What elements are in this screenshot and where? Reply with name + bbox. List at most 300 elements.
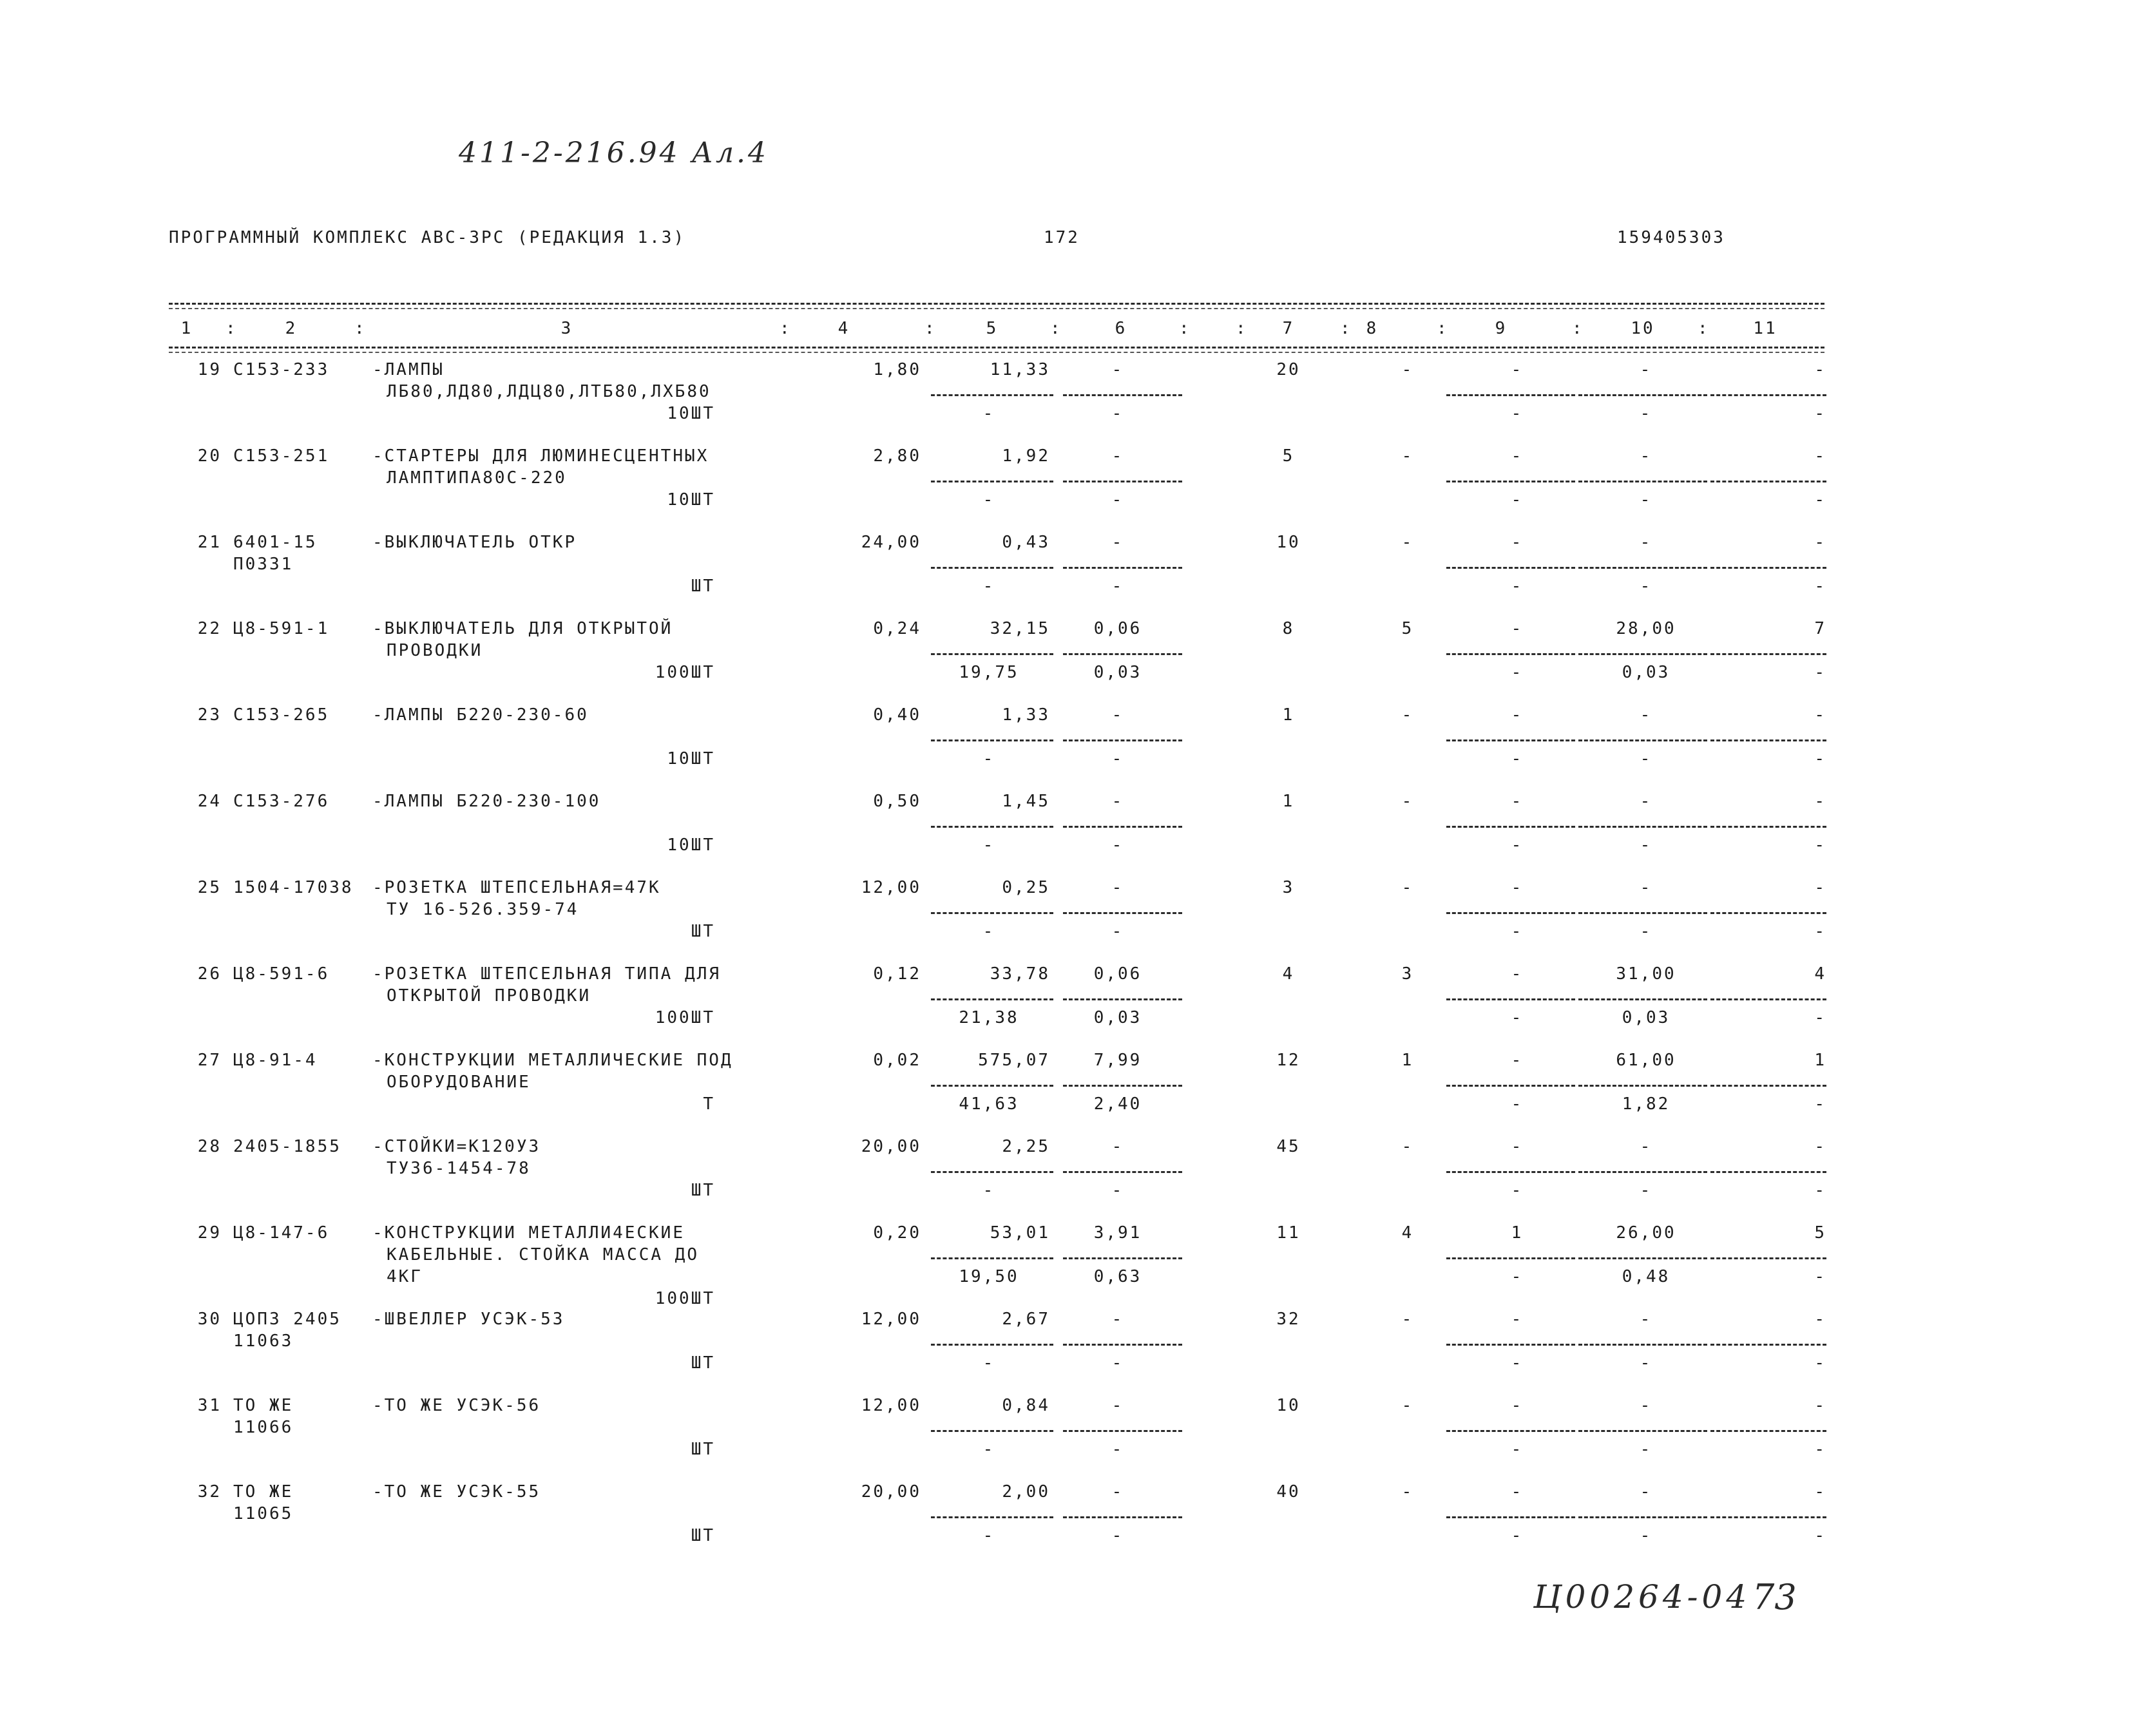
fraction-rule <box>1578 481 1707 482</box>
fraction-rule <box>1710 1430 1826 1432</box>
document-reference: 411-2-216.94 Ал.4 <box>459 137 769 169</box>
col5-value-lower: 19,50 <box>959 1267 1019 1286</box>
resource-code: Ц8-591-1 <box>233 619 330 638</box>
col5-value-lower: - <box>982 577 995 596</box>
col7-value: 45 <box>1276 1137 1301 1156</box>
column-number-8: 8 <box>1366 319 1379 338</box>
column-number-3: 3 <box>560 319 573 338</box>
fraction-rule <box>1710 739 1826 741</box>
column-separator: : <box>1572 319 1584 338</box>
col11-value-lower: - <box>1814 749 1826 768</box>
table-row <box>0 359 2135 443</box>
col11-value: - <box>1814 1482 1826 1502</box>
resource-name-line-2: ОБОРУДОВАНИЕ <box>387 1073 531 1092</box>
col11-value: - <box>1814 1137 1826 1156</box>
fraction-rule <box>931 394 1053 396</box>
col4-value: 0,40 <box>873 705 921 725</box>
col10-value: - <box>1640 1310 1652 1329</box>
col6-value: - <box>1111 705 1124 725</box>
fraction-rule <box>1578 1257 1707 1259</box>
col10-value: - <box>1640 878 1652 897</box>
fraction-rule <box>1063 1344 1182 1346</box>
col10-value-lower: 1,82 <box>1622 1094 1671 1114</box>
column-number-5: 5 <box>986 319 999 338</box>
fraction-rule <box>1063 1257 1182 1259</box>
fraction-rule <box>1710 1257 1826 1259</box>
col9-value: - <box>1511 705 1524 725</box>
row-number: 21 <box>197 533 222 552</box>
fraction-rule <box>931 1344 1053 1346</box>
col8-value: - <box>1401 446 1414 466</box>
col5-value: 32,15 <box>990 619 1050 638</box>
col10-value: - <box>1640 705 1652 725</box>
resource-code: С153-276 <box>233 792 330 811</box>
fraction-rule <box>1578 912 1707 914</box>
col9-value-lower: - <box>1511 1353 1524 1373</box>
col7-value: 3 <box>1282 878 1295 897</box>
fraction-rule <box>931 739 1053 741</box>
col8-value: - <box>1401 878 1414 897</box>
col6-value: - <box>1111 792 1124 811</box>
col7-value: 1 <box>1282 792 1295 811</box>
col6-value-lower: - <box>1111 1526 1124 1545</box>
col9-value-lower: - <box>1511 1267 1524 1286</box>
unit: 10ШТ <box>667 490 715 510</box>
col7-value: 10 <box>1276 533 1301 552</box>
resource-name: -ШВЕЛЛЕР УСЭК-53 <box>372 1310 565 1329</box>
fraction-rule <box>931 1516 1053 1518</box>
col10-value-lower: - <box>1640 1181 1652 1200</box>
col10-value: - <box>1640 533 1652 552</box>
fraction-rule <box>1446 1344 1575 1346</box>
col9-value: - <box>1511 1310 1524 1329</box>
col5-value-lower: - <box>982 749 995 768</box>
col11-value: - <box>1814 705 1826 725</box>
col6-value: - <box>1111 1137 1124 1156</box>
col5-value: 11,33 <box>990 360 1050 379</box>
col4-value: 24,00 <box>861 533 921 552</box>
column-separator: : <box>1340 319 1352 338</box>
resource-name: -ТО ЖЕ УСЭК-56 <box>372 1396 541 1415</box>
col8-value: - <box>1401 705 1414 725</box>
fraction-rule <box>1578 826 1707 828</box>
col11-value: 5 <box>1814 1223 1826 1243</box>
fraction-rule <box>1063 998 1182 1000</box>
fraction-rule <box>1578 998 1707 1000</box>
fraction-rule <box>931 1430 1053 1432</box>
col6-value-lower: 0,63 <box>1093 1267 1142 1286</box>
fraction-rule <box>1446 912 1575 914</box>
col11-value-lower: - <box>1814 1181 1826 1200</box>
fraction-rule <box>1710 1344 1826 1346</box>
col4-value: 0,24 <box>873 619 921 638</box>
col4-value: 20,00 <box>861 1137 921 1156</box>
col6-value: - <box>1111 446 1124 466</box>
col9-value: 1 <box>1511 1223 1524 1243</box>
fraction-rule <box>1063 826 1182 828</box>
row-number: 29 <box>197 1223 222 1243</box>
col11-value: 4 <box>1814 964 1826 984</box>
col11-value-lower: - <box>1814 1094 1826 1114</box>
col7-value: 1 <box>1282 705 1295 725</box>
fraction-rule <box>1063 912 1182 914</box>
fraction-rule <box>1446 1171 1575 1173</box>
resource-name: -КОНСТРУКЦИИ МЕТАЛЛИ4ЕСКИЕ <box>372 1223 685 1243</box>
col9-value-lower: - <box>1511 749 1524 768</box>
table-row <box>0 445 2135 529</box>
col9-value-lower: - <box>1511 577 1524 596</box>
col7-value: 40 <box>1276 1482 1301 1502</box>
col10-value: - <box>1640 1137 1652 1156</box>
resource-code: Ц8-147-6 <box>233 1223 330 1243</box>
col4-value: 12,00 <box>861 1310 921 1329</box>
col6-value-lower: - <box>1111 749 1124 768</box>
column-number-9: 9 <box>1495 319 1508 338</box>
col6-value: 0,06 <box>1093 964 1142 984</box>
header-bottom-rule <box>169 347 1824 348</box>
col11-value: - <box>1814 1310 1826 1329</box>
fraction-rule <box>1063 1171 1182 1173</box>
fraction-rule <box>931 1085 1053 1087</box>
fraction-rule <box>1710 826 1826 828</box>
unit: 100ШТ <box>655 663 715 682</box>
resource-name: -РОЗЕТКА ШТЕПСЕЛЬНАЯ ТИПА ДЛЯ <box>372 964 721 984</box>
fraction-rule <box>1710 567 1826 569</box>
col10-value-lower: - <box>1640 922 1652 941</box>
resource-name: -РОЗЕТКА ШТЕПСЕЛЬНАЯ=47К <box>372 878 661 897</box>
fraction-rule <box>1710 1085 1826 1087</box>
column-separator: : <box>924 319 937 338</box>
resource-name: -ТО ЖЕ УСЭК-55 <box>372 1482 541 1502</box>
row-number: 22 <box>197 619 222 638</box>
fraction-rule <box>1446 481 1575 482</box>
resource-name: -СТОЙКИ=К120У3 <box>372 1137 541 1156</box>
col11-value: - <box>1814 446 1826 466</box>
resource-name-line-3: 4КГ <box>387 1267 423 1286</box>
column-separator: : <box>354 319 367 338</box>
col9-value-lower: - <box>1511 663 1524 682</box>
resource-code: С153-251 <box>233 446 330 466</box>
col6-value: - <box>1111 360 1124 379</box>
column-separator: : <box>1050 319 1062 338</box>
column-number-10: 10 <box>1631 319 1655 338</box>
col11-value: - <box>1814 1396 1826 1415</box>
unit: ШТ <box>691 922 715 941</box>
column-number-7: 7 <box>1282 319 1295 338</box>
resource-code: Ц8-591-6 <box>233 964 330 984</box>
row-number: 26 <box>197 964 222 984</box>
col6-value-lower: - <box>1111 922 1124 941</box>
resource-code-line-2: 11063 <box>233 1331 294 1351</box>
col8-value: - <box>1401 792 1414 811</box>
col10-value: - <box>1640 1482 1652 1502</box>
table-row <box>0 963 2135 1047</box>
resource-code: ЦОП3 2405 <box>233 1310 341 1329</box>
col7-value: 8 <box>1282 619 1295 638</box>
col8-value: - <box>1401 1482 1414 1502</box>
col5-value: 0,25 <box>1002 878 1050 897</box>
col10-value-lower: - <box>1640 835 1652 855</box>
resource-name: -СТАРТЕРЫ ДЛЯ ЛЮМИНЕСЦЕНТНЫХ <box>372 446 709 466</box>
fraction-rule <box>1578 567 1707 569</box>
table-row <box>0 704 2135 788</box>
col8-value: 3 <box>1401 964 1414 984</box>
col4-value: 20,00 <box>861 1482 921 1502</box>
row-number: 30 <box>197 1310 222 1329</box>
fraction-rule <box>1710 481 1826 482</box>
col6-value: - <box>1111 1396 1124 1415</box>
resource-code: С153-265 <box>233 705 330 725</box>
column-number-11: 11 <box>1753 319 1777 338</box>
column-number-6: 6 <box>1115 319 1127 338</box>
col11-value-lower: - <box>1814 835 1826 855</box>
col4-value: 0,50 <box>873 792 921 811</box>
col7-value: 11 <box>1276 1223 1301 1243</box>
row-number: 27 <box>197 1051 222 1070</box>
column-separator: : <box>1437 319 1449 338</box>
table-row <box>0 1136 2135 1219</box>
col10-value: 61,00 <box>1616 1051 1676 1070</box>
resource-code-line-2: 11065 <box>233 1504 294 1523</box>
column-separator: : <box>780 319 792 338</box>
col6-value-lower: - <box>1111 404 1124 423</box>
col5-value-lower: - <box>982 404 995 423</box>
col9-value-lower: - <box>1511 1094 1524 1114</box>
fraction-rule <box>1446 826 1575 828</box>
column-separator: : <box>1179 319 1191 338</box>
col11-value-lower: - <box>1814 1353 1826 1373</box>
fraction-rule <box>1063 567 1182 569</box>
fraction-rule <box>1446 1257 1575 1259</box>
fraction-rule <box>1578 394 1707 396</box>
col10-value: 31,00 <box>1616 964 1676 984</box>
col7-value: 32 <box>1276 1310 1301 1329</box>
col9-value: - <box>1511 1137 1524 1156</box>
table-row <box>0 1222 2135 1306</box>
col9-value-lower: - <box>1511 404 1524 423</box>
col4-value: 12,00 <box>861 878 921 897</box>
col5-value-lower: 21,38 <box>959 1008 1019 1027</box>
col11-value: - <box>1814 792 1826 811</box>
col6-value: - <box>1111 1482 1124 1502</box>
col6-value: - <box>1111 878 1124 897</box>
resource-name: -ВЫКЛЮЧАТЕЛЬ ДЛЯ ОТКРЫТОЙ <box>372 619 673 638</box>
col11-value-lower: - <box>1814 1267 1826 1286</box>
column-separator: : <box>225 319 238 338</box>
col11-value: - <box>1814 360 1826 379</box>
resource-code: Ц8-91-4 <box>233 1051 318 1070</box>
fraction-rule <box>931 912 1053 914</box>
fraction-rule <box>1578 653 1707 655</box>
col7-value: 12 <box>1276 1051 1301 1070</box>
col4-value: 0,12 <box>873 964 921 984</box>
fraction-rule <box>1063 1085 1182 1087</box>
col4-value: 12,00 <box>861 1396 921 1415</box>
col11-value-lower: - <box>1814 922 1826 941</box>
col11-value-lower: - <box>1814 663 1826 682</box>
col6-value: 3,91 <box>1093 1223 1142 1243</box>
col9-value: - <box>1511 360 1524 379</box>
col9-value-lower: - <box>1511 922 1524 941</box>
col9-value: - <box>1511 533 1524 552</box>
col10-value-lower: - <box>1640 1440 1652 1459</box>
fraction-rule <box>1578 1085 1707 1087</box>
unit: 10ШТ <box>667 404 715 423</box>
table-row <box>0 1395 2135 1478</box>
col4-value: 0,02 <box>873 1051 921 1070</box>
col7-value: 20 <box>1276 360 1301 379</box>
fraction-rule <box>931 653 1053 655</box>
col9-value: - <box>1511 619 1524 638</box>
col9-value-lower: - <box>1511 1008 1524 1027</box>
fraction-rule <box>1578 1344 1707 1346</box>
col5-value-lower: - <box>982 1440 995 1459</box>
fraction-rule <box>1063 394 1182 396</box>
col5-value: 1,33 <box>1002 705 1050 725</box>
col9-value-lower: - <box>1511 490 1524 510</box>
unit: 10ШТ <box>667 835 715 855</box>
col11-value: 7 <box>1814 619 1826 638</box>
unit: 100ШТ <box>655 1008 715 1027</box>
col10-value-lower: - <box>1640 577 1652 596</box>
col6-value-lower: - <box>1111 1353 1124 1373</box>
col5-value: 33,78 <box>990 964 1050 984</box>
fraction-rule <box>931 998 1053 1000</box>
fraction-rule <box>1578 739 1707 741</box>
col5-value-lower: - <box>982 490 995 510</box>
col10-value: - <box>1640 446 1652 466</box>
col6-value-lower: 0,03 <box>1093 663 1142 682</box>
col5-value-lower: - <box>982 1526 995 1545</box>
fraction-rule <box>1446 1430 1575 1432</box>
col10-value: - <box>1640 360 1652 379</box>
col5-value: 0,43 <box>1002 533 1050 552</box>
row-number: 23 <box>197 705 222 725</box>
col10-value: - <box>1640 1396 1652 1415</box>
unit: ШТ <box>691 1181 715 1200</box>
table-row <box>0 531 2135 615</box>
document-code: 159405303 <box>1617 228 1725 247</box>
col9-value: - <box>1511 878 1524 897</box>
table-row <box>0 1308 2135 1392</box>
col5-value-lower: - <box>982 1181 995 1200</box>
resource-name: -ЛАМПЫ Б220-230-60 <box>372 705 589 725</box>
col10-value: 28,00 <box>1616 619 1676 638</box>
col5-value-lower: - <box>982 1353 995 1373</box>
resource-code: ТО ЖЕ <box>233 1482 294 1502</box>
column-number-4: 4 <box>838 319 850 338</box>
col6-value: - <box>1111 1310 1124 1329</box>
fraction-rule <box>1710 1516 1826 1518</box>
col6-value: - <box>1111 533 1124 552</box>
resource-name-line-2: КАБЕЛЬНЫЕ. СТОЙКА МАССА ДО <box>387 1245 699 1264</box>
resource-name: -ВЫКЛЮЧАТЕЛЬ ОТКР <box>372 533 577 552</box>
resource-name-line-2: ТУ 16-526.359-74 <box>387 900 579 919</box>
page-number: 172 <box>1044 228 1080 247</box>
table-row <box>0 618 2135 701</box>
table-row <box>0 790 2135 874</box>
col11-value-lower: - <box>1814 1008 1826 1027</box>
col10-value-lower: - <box>1640 490 1652 510</box>
col9-value-lower: - <box>1511 1440 1524 1459</box>
fraction-rule <box>1578 1171 1707 1173</box>
col10-value-lower: 0,03 <box>1622 1008 1671 1027</box>
row-number: 28 <box>197 1137 222 1156</box>
fraction-rule <box>931 826 1053 828</box>
fraction-rule <box>1446 567 1575 569</box>
fraction-rule <box>1446 653 1575 655</box>
col9-value: - <box>1511 1051 1524 1070</box>
col7-value: 5 <box>1282 446 1295 466</box>
col9-value: - <box>1511 792 1524 811</box>
col5-value: 2,67 <box>1002 1310 1050 1329</box>
col9-value: - <box>1511 1396 1524 1415</box>
fraction-rule <box>1446 1516 1575 1518</box>
col10-value-lower: - <box>1640 1353 1652 1373</box>
column-number-2: 2 <box>285 319 298 338</box>
fraction-rule <box>1063 1430 1182 1432</box>
table-row <box>0 1049 2135 1133</box>
col8-value: - <box>1401 1137 1414 1156</box>
resource-code: 6401-15 <box>233 533 318 552</box>
col6-value-lower: - <box>1111 577 1124 596</box>
unit: 10ШТ <box>667 749 715 768</box>
col10-value-lower: - <box>1640 749 1652 768</box>
col5-value: 575,07 <box>978 1051 1050 1070</box>
col11-value-lower: - <box>1814 490 1826 510</box>
col8-value: - <box>1401 1396 1414 1415</box>
col5-value-lower: - <box>982 835 995 855</box>
row-number: 31 <box>197 1396 222 1415</box>
fraction-rule <box>1063 481 1182 482</box>
col5-value: 1,92 <box>1002 446 1050 466</box>
col11-value-lower: - <box>1814 404 1826 423</box>
col6-value: 7,99 <box>1093 1051 1142 1070</box>
col11-value: - <box>1814 533 1826 552</box>
column-separator: : <box>1698 319 1710 338</box>
unit: ШТ <box>691 1440 715 1459</box>
resource-code-line-2: П0331 <box>233 555 294 574</box>
table-row <box>0 1481 2135 1565</box>
unit: Т <box>703 1094 715 1114</box>
unit: ШТ <box>691 1353 715 1373</box>
col5-value: 2,25 <box>1002 1137 1050 1156</box>
fraction-rule <box>1063 653 1182 655</box>
col9-value-lower: - <box>1511 1526 1524 1545</box>
resource-code: 1504-17038 <box>233 878 354 897</box>
resource-name-line-2: ПРОВОДКИ <box>387 641 483 660</box>
fraction-rule <box>931 567 1053 569</box>
col6-value-lower: - <box>1111 490 1124 510</box>
resource-code: ТО ЖЕ <box>233 1396 294 1415</box>
col8-value: - <box>1401 360 1414 379</box>
col6-value-lower: 0,03 <box>1093 1008 1142 1027</box>
resource-code: С153-233 <box>233 360 330 379</box>
fraction-rule <box>931 481 1053 482</box>
col5-value: 53,01 <box>990 1223 1050 1243</box>
unit: 100ШТ <box>655 1289 715 1308</box>
col9-value: - <box>1511 964 1524 984</box>
col9-value: - <box>1511 446 1524 466</box>
resource-name-line-2: ОТКРЫТОЙ ПРОВОДКИ <box>387 986 591 1006</box>
program-title: ПРОГРАММНЫЙ КОМПЛЕКС АВС-3РС (РЕДАКЦИЯ 1.3) <box>169 228 686 247</box>
table-row <box>0 877 2135 960</box>
col5-value-lower: 41,63 <box>959 1094 1019 1114</box>
resource-code-line-2: 11066 <box>233 1418 294 1437</box>
archive-stamp: Ц00264-04 <box>1533 1578 1751 1616</box>
fraction-rule <box>1710 912 1826 914</box>
col7-value: 10 <box>1276 1396 1301 1415</box>
